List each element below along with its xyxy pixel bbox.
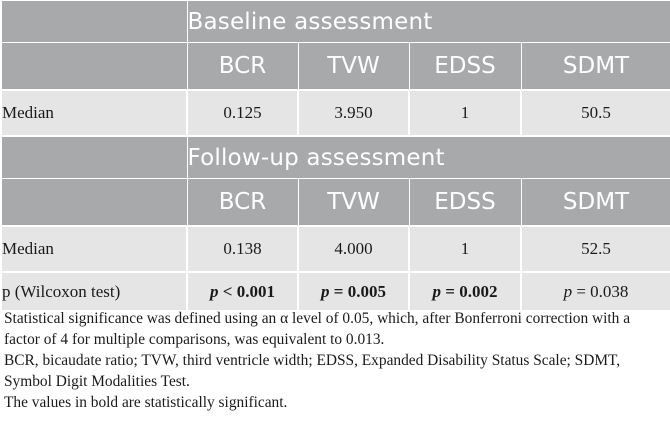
followup-median-row — [1, 226, 670, 272]
followup-header-edss: EDSS — [409, 179, 521, 227]
followup-section-row — [1, 136, 670, 179]
baseline-median-bcr: 0.125 — [187, 90, 298, 136]
p-relation: < 0.001 — [218, 281, 275, 301]
p-relation: = 0.038 — [572, 281, 629, 301]
baseline-header-row — [1, 43, 670, 91]
corner-cell — [1, 179, 187, 227]
p-value-edss — [409, 272, 521, 311]
p-value-row — [1, 272, 670, 311]
corner-cell — [1, 43, 187, 91]
followup-median-edss: 1 — [409, 226, 521, 272]
baseline-median-label: Median — [1, 90, 187, 136]
baseline-median-edss: 1 — [409, 90, 521, 136]
p-value-label: p (Wilcoxon test) — [1, 272, 187, 311]
baseline-header-tvw: TVW — [298, 43, 409, 91]
followup-header-tvw: TVW — [298, 179, 409, 227]
p-value-sdmt — [521, 272, 670, 311]
followup-median-sdmt: 52.5 — [521, 226, 670, 272]
footnote-significance: Statistical significance was defined using an α level of 0.05, which, after Bonferroni correction with a factor of 4 for multiple comparisons, was equivalent to 0.013. — [4, 310, 631, 348]
p-value-bcr — [187, 272, 298, 311]
followup-header-row — [1, 179, 670, 227]
p-relation: = 0.005 — [329, 281, 386, 301]
baseline-section-row — [1, 1, 670, 43]
followup-section-title: Follow-up assessment — [187, 136, 670, 179]
p-symbol: p — [563, 281, 573, 301]
footnote-abbreviations: BCR, bicaudate ratio; TVW, third ventricle width; EDSS, Expanded Disability Status Scale; SDMT, Symbol Digit Modalities Test. — [4, 352, 621, 390]
p-symbol: p — [210, 281, 219, 301]
baseline-median-row — [1, 90, 670, 136]
followup-header-bcr: BCR — [187, 179, 298, 227]
followup-median-label: Median — [1, 226, 187, 272]
followup-median-tvw: 4.000 — [298, 226, 409, 272]
baseline-median-sdmt: 50.5 — [521, 90, 670, 136]
corner-cell — [1, 136, 187, 179]
p-relation: = 0.002 — [441, 281, 498, 301]
baseline-header-edss: EDSS — [409, 43, 521, 91]
p-value-tvw — [298, 272, 409, 311]
p-symbol: p — [321, 281, 330, 301]
followup-header-sdmt: SDMT — [521, 179, 670, 227]
baseline-section-title: Baseline assessment — [187, 1, 670, 43]
corner-cell — [1, 1, 187, 43]
baseline-header-sdmt: SDMT — [521, 43, 670, 91]
baseline-header-bcr: BCR — [187, 43, 298, 91]
followup-median-bcr: 0.138 — [187, 226, 298, 272]
baseline-median-tvw: 3.950 — [298, 90, 409, 136]
table-footnotes — [4, 308, 668, 413]
p-symbol: p — [432, 281, 442, 301]
footnote-bold: The values in bold are statistically significant. — [4, 394, 288, 411]
